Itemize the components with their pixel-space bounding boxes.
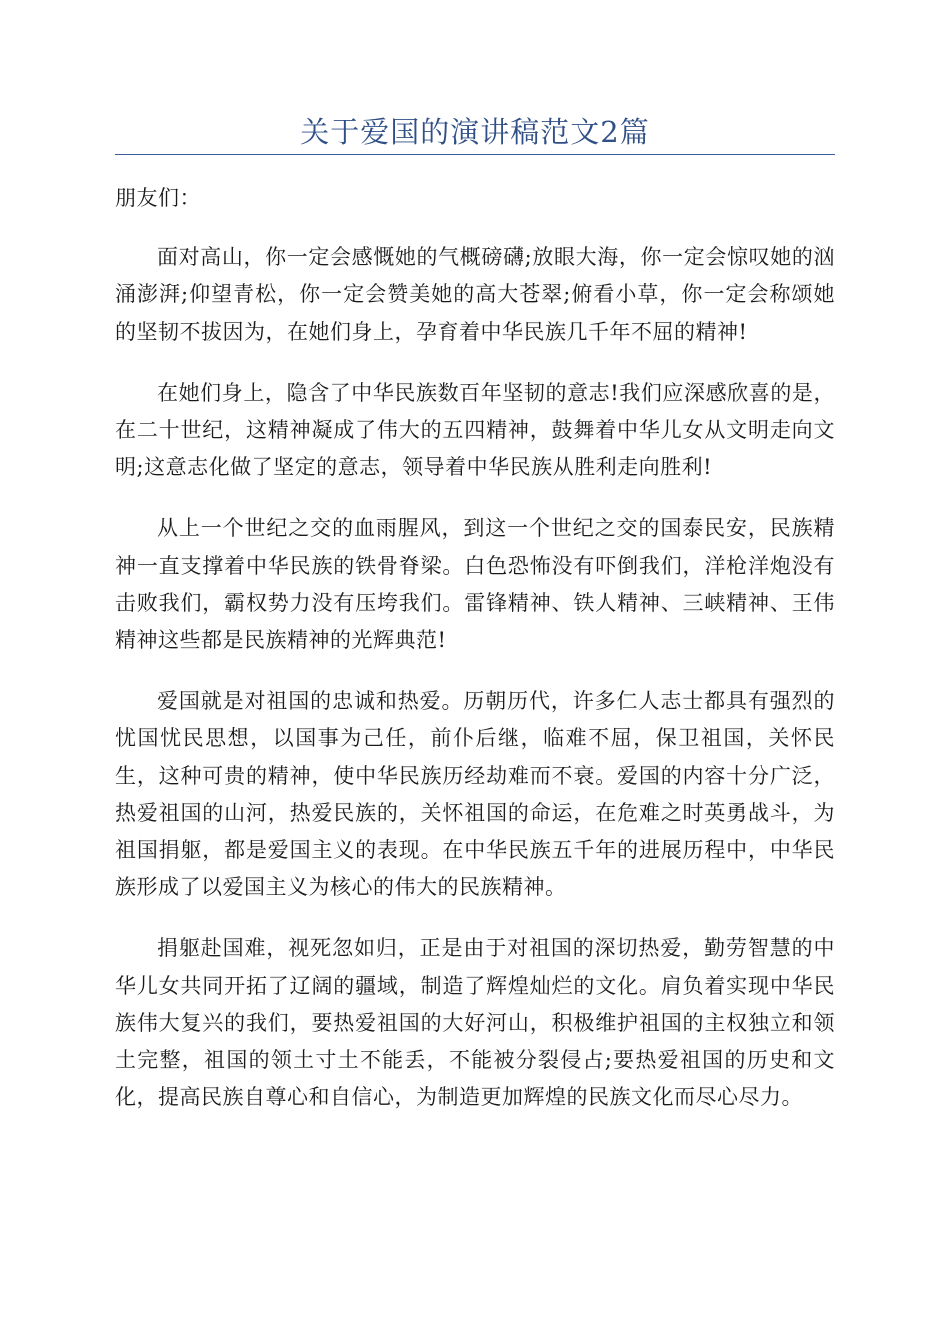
paragraph-2: 在她们身上，隐含了中华民族数百年坚韧的意志!我们应深感欣喜的是，在二十世纪，这精神凝成了伟大的五四精神，鼓舞着中华儿女从文明走向文明;这意志化做了坚定的意志，领导着中华民族从胜利走向胜利! xyxy=(115,380,835,480)
paragraph-4: 爱国就是对祖国的忠诚和热爱。历朝历代，许多仁人志士都具有强烈的忧国忧民思想，以国事为己任，前仆后继，临难不屈，保卫祖国，关怀民生，这种可贵的精神，使中华民族历经劫难而不衰。爱国的内容十分广泛，热爱祖国的山河，热爱民族的，关怀祖国的命运，在危难之时英勇战斗，为祖国捐躯，都是爱国主义的表现。在中华民族五千年的进展历程中，中华民族形成了以爱国主义为核心的伟大的民族精神。 xyxy=(115,689,835,900)
document-title: 关于爱国的演讲稿范文2篇 xyxy=(300,115,650,149)
title-underline xyxy=(115,154,835,155)
document-body xyxy=(115,180,835,1140)
greeting: 朋友们： xyxy=(115,186,201,210)
paragraph-3: 从上一个世纪之交的血雨腥风，到这一个世纪之交的国泰民安，民族精神一直支撑着中华民族的铁骨脊梁。白色恐怖没有吓倒我们，洋枪洋炮没有击败我们，霸权势力没有压垮我们。雷锋精神、铁人精神、三峡精神、王伟精神这些都是民族精神的光辉典范! xyxy=(115,516,835,653)
paragraph-5: 捐躯赴国难，视死忽如归，正是由于对祖国的深切热爱，勤劳智慧的中华儿女共同开拓了辽阔的疆域，制造了辉煌灿烂的文化。肩负着实现中华民族伟大复兴的我们，要热爱祖国的大好河山，积极维护祖国的主权独立和领土完整，祖国的领土寸土不能丢，不能被分裂侵占;要热爱祖国的历史和文化，提高民族自尊心和自信心，为制造更加辉煌的民族文化而尽心尽力。 xyxy=(115,936,835,1110)
paragraph-1: 面对高山，你一定会感慨她的气概磅礴;放眼大海，你一定会惊叹她的汹涌澎湃;仰望青松，你一定会赞美她的高大苍翠;俯看小草，你一定会称颂她的坚韧不拔因为，在她们身上，孕育着中华民族几千年不屈的精神! xyxy=(115,245,835,344)
